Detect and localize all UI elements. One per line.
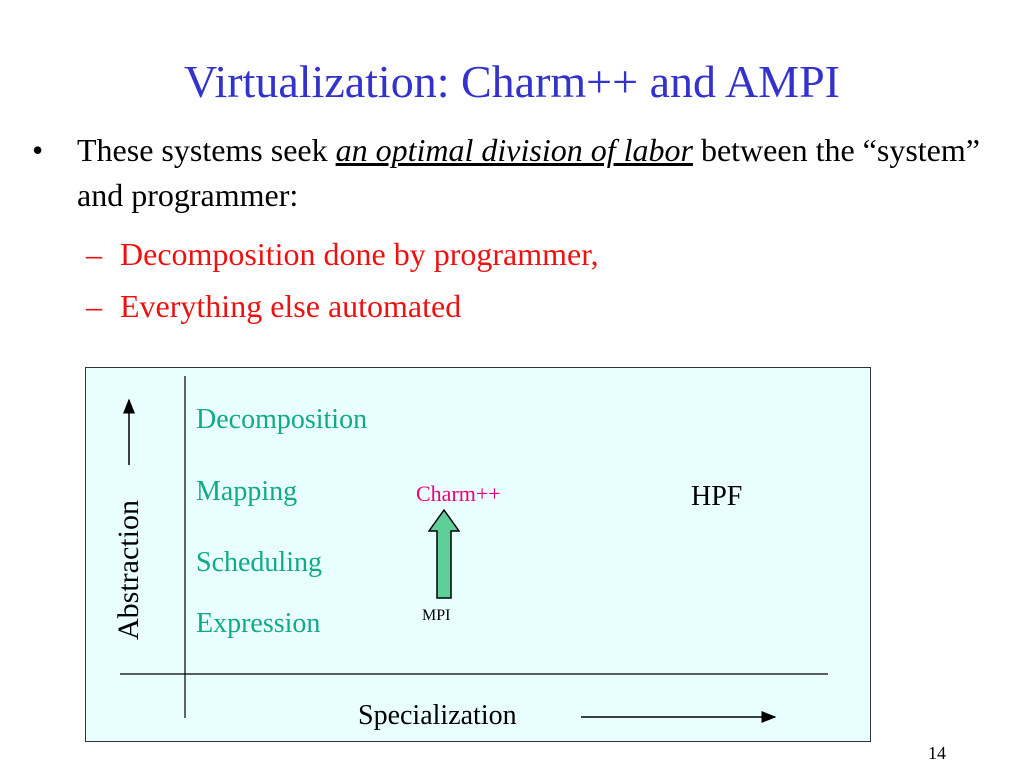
abstraction-diagram [85,367,871,742]
bullet-text-start: These systems seek [77,132,336,168]
charm-label: Charm++ [416,481,501,506]
mpi-label: MPI [422,607,451,624]
subbullet-marker: – [86,236,102,272]
abstraction-label: Abstraction [112,500,145,640]
subbullet-text: Everything else automated [120,288,462,324]
hpf-label: HPF [691,481,743,512]
level-decomposition: Decomposition [196,404,368,435]
subbullet-item [32,234,1002,274]
mpi-to-charm-arrow [429,510,459,598]
subbullet-marker: – [86,288,102,324]
bullet-text-end: between the “system” and programmer: [77,132,980,213]
bullet-item [32,128,1002,218]
bullet-marker: • [32,132,44,168]
level-mapping: Mapping [196,476,298,507]
specialization-label: Specialization [358,700,517,731]
subbullet-item [32,286,1002,326]
level-expression: Expression [196,608,321,639]
page-number: 14 [928,743,946,763]
bullet-list [32,128,1002,326]
bullet-emphasis: an optimal division of labor [335,132,693,168]
slide-title: Virtualization: Charm++ and AMPI [184,56,840,107]
subbullet-text: Decomposition done by programmer, [120,236,599,272]
level-scheduling: Scheduling [196,547,322,578]
